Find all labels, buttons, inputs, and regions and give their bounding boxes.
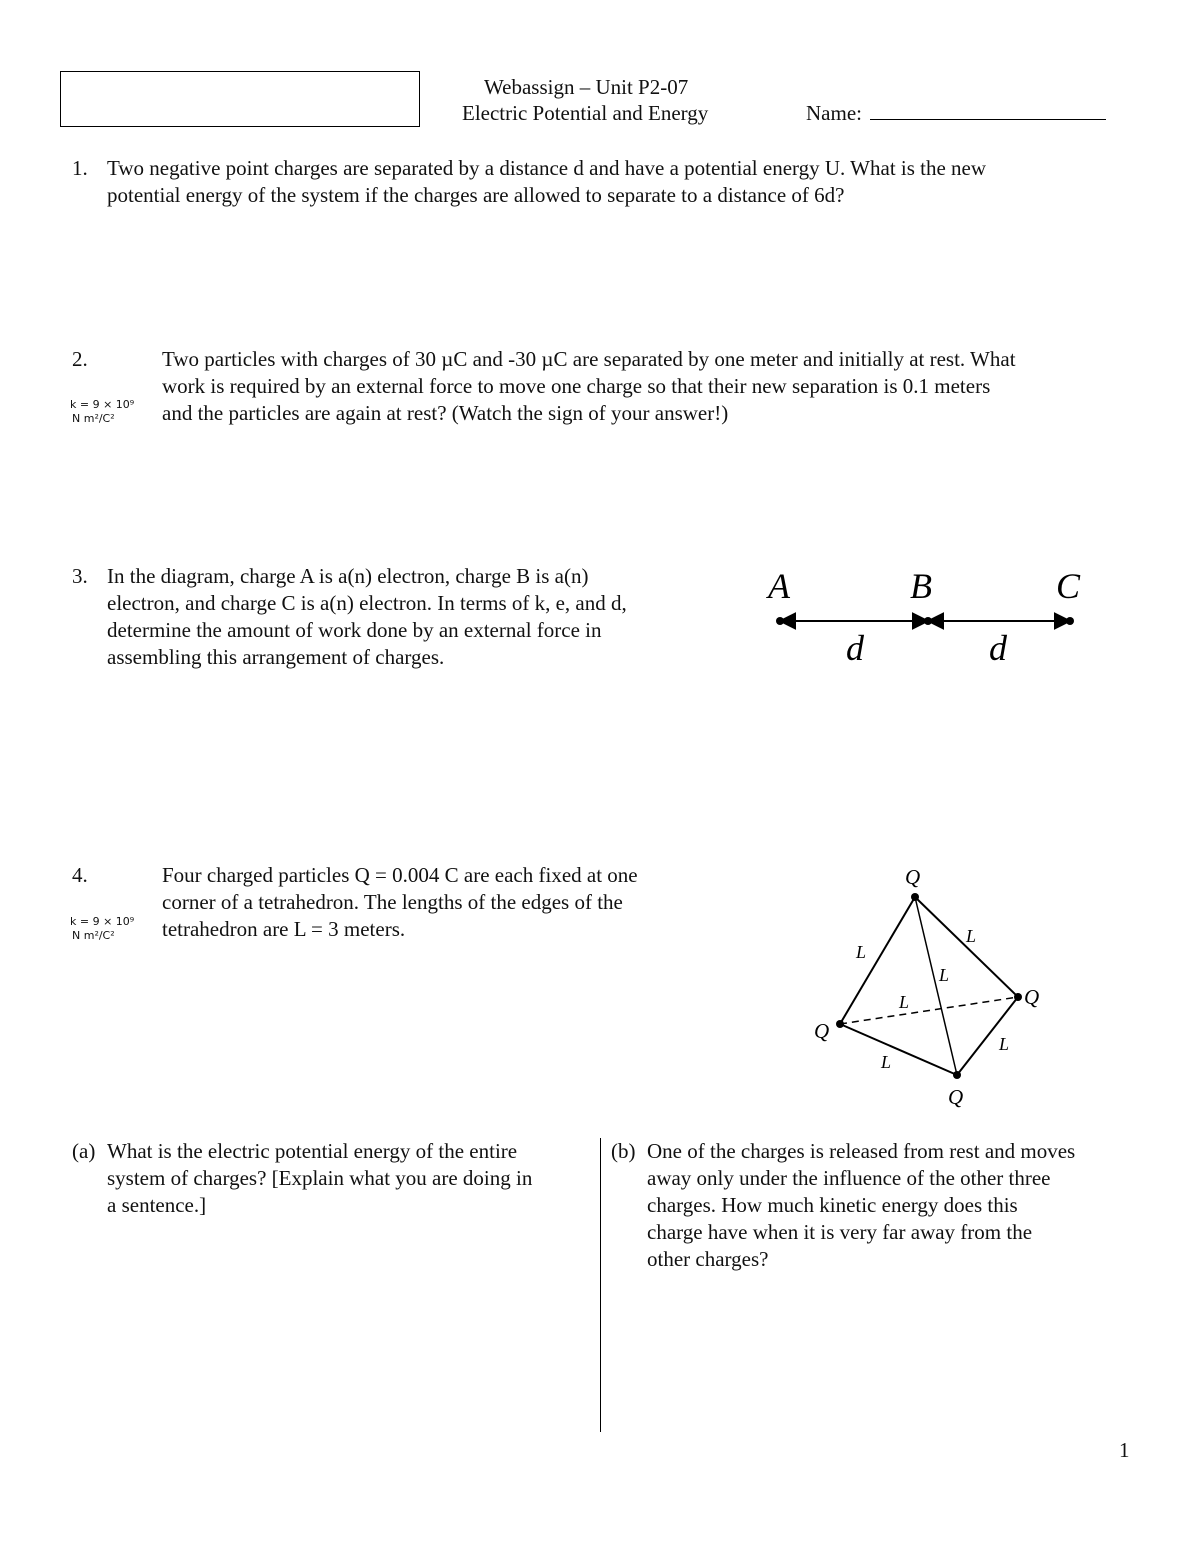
edge-top-bottom [915, 897, 957, 1075]
q4a-label: (a) [72, 1139, 96, 1163]
tetrahedron-diagram [800, 860, 1060, 1115]
answer-column-divider [600, 1138, 601, 1432]
name-blank [870, 101, 1106, 120]
charge-label-top: Q [905, 865, 921, 889]
q4b-line1: One of the charges is released from rest and moves [647, 1139, 1076, 1163]
q4-constant-units: N m²/C² [72, 929, 115, 942]
edge-label-right-bottom: L [999, 1034, 1010, 1054]
q3-line1: In the diagram, charge A is a(n) electron, charge B is a(n) [107, 564, 589, 588]
q4a-line3: a sentence.] [107, 1193, 207, 1217]
q4b-line5: other charges? [647, 1247, 769, 1271]
vertex-right [1014, 993, 1022, 1001]
header-subtitle: Electric Potential and Energy [462, 101, 709, 125]
edge-label-top-right: L [966, 926, 977, 946]
linear-charge-diagram [760, 560, 1090, 670]
distance-label-ab: d [846, 628, 864, 668]
charge-c-label: C [1056, 566, 1081, 606]
edge-left-right-hidden [840, 997, 1018, 1024]
charge-b-label: B [910, 566, 932, 606]
edge-left-bottom [840, 1024, 957, 1075]
q2-line2: work is required by an external force to move one charge so that their new separation is 0.1 meters [162, 374, 991, 398]
q2-line1: Two particles with charges of 30 µC and -30 µC are separated by one meter and initially at rest. What [162, 347, 1016, 371]
q4b-label: (b) [611, 1139, 636, 1163]
q1-line1: Two negative point charges are separated by a distance d and have a potential energy U. What is the new [107, 156, 987, 180]
edge-label-center: L [939, 965, 950, 985]
charge-b-dot [924, 617, 932, 625]
q4-line2: corner of a tetrahedron. The lengths of the edges of the [162, 890, 623, 914]
q3-number: 3. [72, 564, 88, 588]
q4-number: 4. [72, 863, 88, 887]
q1-number: 1. [72, 156, 88, 180]
answer-box [60, 71, 420, 127]
q4b-line3: charges. How much kinetic energy does this [647, 1193, 1018, 1217]
q2-constant-k: k = 9 × 10⁹ [70, 398, 135, 411]
edge-label-top-left: L [856, 942, 867, 962]
q1-line2: potential energy of the system if the charges are allowed to separate to a distance of 6d? [107, 183, 845, 207]
charge-label-left: Q [814, 1019, 830, 1043]
q4-line3: tetrahedron are L = 3 meters. [162, 917, 406, 941]
edge-top-right [915, 897, 1018, 997]
charge-a-label: A [768, 566, 790, 606]
charge-label-right: Q [1024, 985, 1040, 1009]
q4-line1: Four charged particles Q = 0.004 C are each fixed at one [162, 863, 638, 887]
q4b-line4: charge have when it is very far away from the [647, 1220, 1033, 1244]
q2-number: 2. [72, 347, 88, 371]
charge-c-dot [1066, 617, 1074, 625]
q3-line3: determine the amount of work done by an external force in [107, 618, 602, 642]
distance-label-bc: d [989, 628, 1007, 668]
q3-line4: assembling this arrangement of charges. [107, 645, 445, 669]
q3-line2: electron, and charge C is a(n) electron. In terms of k, e, and d, [107, 591, 627, 615]
charge-label-bottom: Q [948, 1085, 964, 1109]
vertex-top [911, 893, 919, 901]
charge-a-dot [776, 617, 784, 625]
q4-constant-k: k = 9 × 10⁹ [70, 915, 135, 928]
q4a-line1: What is the electric potential energy of the entire [107, 1139, 518, 1163]
q4b-line2: away only under the influence of the other three [647, 1166, 1051, 1190]
header-title: Webassign – Unit P2-07 [484, 75, 689, 99]
edge-label-left-bottom: L [881, 1052, 892, 1072]
name-label: Name: [806, 101, 862, 125]
q2-constant-units: N m²/C² [72, 412, 115, 425]
edge-label-hidden: L [899, 992, 910, 1012]
q4a-line2: system of charges? [Explain what you are doing in [107, 1166, 533, 1190]
q2-line3: and the particles are again at rest? (Watch the sign of your answer!) [162, 401, 729, 425]
name-field [806, 100, 1106, 127]
vertex-bottom [953, 1071, 961, 1079]
vertex-left [836, 1020, 844, 1028]
page-number: 1 [1119, 1438, 1130, 1462]
